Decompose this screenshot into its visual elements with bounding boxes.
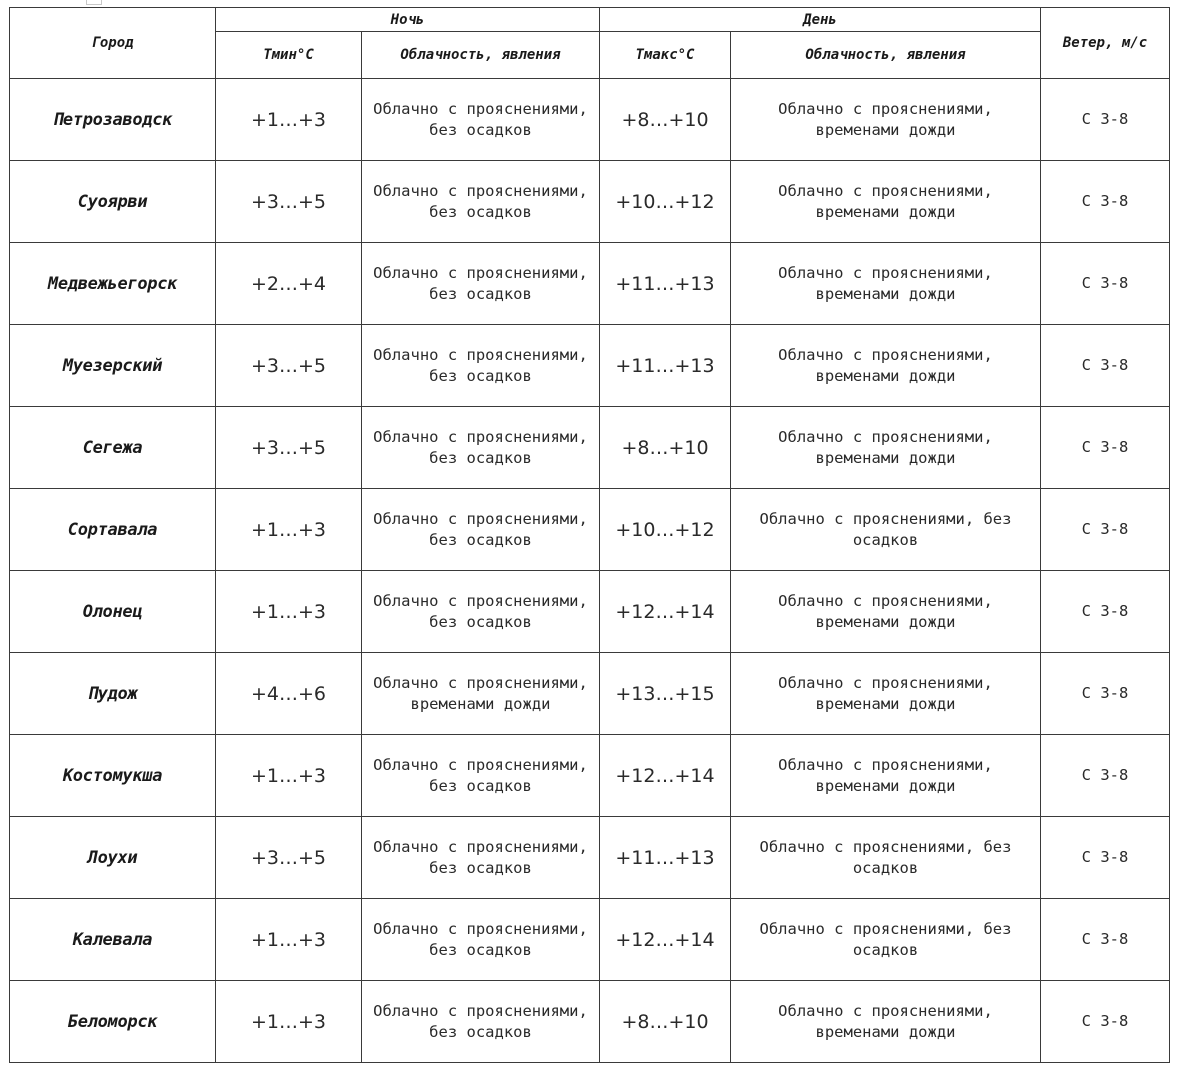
city-cell: Петрозаводск xyxy=(10,79,216,161)
forecast-body xyxy=(10,79,1170,1063)
header-tmin: Tмин°C xyxy=(216,32,362,79)
page-corner-mark xyxy=(86,0,102,5)
table-row xyxy=(10,243,1170,325)
night-temp-cell: +1…+3 xyxy=(216,981,362,1063)
day-temp-cell: +10…+12 xyxy=(600,489,731,571)
table-row xyxy=(10,161,1170,243)
city-cell: Сегежа xyxy=(10,407,216,489)
city-cell: Олонец xyxy=(10,571,216,653)
day-temp-cell: +12…+14 xyxy=(600,899,731,981)
table-row xyxy=(10,735,1170,817)
night-cloudiness-cell: Облачно с прояснениями, без осадков xyxy=(362,489,600,571)
wind-cell: С 3-8 xyxy=(1041,735,1170,817)
table-row xyxy=(10,817,1170,899)
wind-cell: С 3-8 xyxy=(1041,161,1170,243)
day-cloudiness-cell: Облачно с прояснениями, временами дожди xyxy=(731,243,1041,325)
night-temp-cell: +3…+5 xyxy=(216,161,362,243)
night-temp-cell: +1…+3 xyxy=(216,735,362,817)
day-temp-cell: +12…+14 xyxy=(600,735,731,817)
wind-cell: С 3-8 xyxy=(1041,571,1170,653)
table-row xyxy=(10,325,1170,407)
header-row-groups xyxy=(10,8,1170,32)
night-temp-cell: +3…+5 xyxy=(216,325,362,407)
night-temp-cell: +4…+6 xyxy=(216,653,362,735)
night-cloudiness-cell: Облачно с прояснениями, без осадков xyxy=(362,325,600,407)
city-cell: Пудож xyxy=(10,653,216,735)
night-cloudiness-cell: Облачно с прояснениями, без осадков xyxy=(362,981,600,1063)
night-cloudiness-cell: Облачно с прояснениями, без осадков xyxy=(362,899,600,981)
night-temp-cell: +2…+4 xyxy=(216,243,362,325)
night-cloudiness-cell: Облачно с прояснениями, временами дожди xyxy=(362,653,600,735)
day-cloudiness-cell: Облачно с прояснениями, временами дожди xyxy=(731,325,1041,407)
night-cloudiness-cell: Облачно с прояснениями, без осадков xyxy=(362,735,600,817)
night-cloudiness-cell: Облачно с прояснениями, без осадков xyxy=(362,571,600,653)
day-temp-cell: +11…+13 xyxy=(600,325,731,407)
night-cloudiness-cell: Облачно с прояснениями, без осадков xyxy=(362,161,600,243)
header-day: День xyxy=(600,8,1041,32)
city-cell: Лоухи xyxy=(10,817,216,899)
night-cloudiness-cell: Облачно с прояснениями, без осадков xyxy=(362,407,600,489)
header-tmax: Tмакс°C xyxy=(600,32,731,79)
wind-cell: С 3-8 xyxy=(1041,243,1170,325)
day-temp-cell: +10…+12 xyxy=(600,161,731,243)
wind-cell: С 3-8 xyxy=(1041,325,1170,407)
day-cloudiness-cell: Облачно с прояснениями, временами дожди xyxy=(731,79,1041,161)
day-cloudiness-cell: Облачно с прояснениями, без осадков xyxy=(731,899,1041,981)
city-cell: Муезерский xyxy=(10,325,216,407)
night-cloudiness-cell: Облачно с прояснениями, без осадков xyxy=(362,79,600,161)
night-cloudiness-cell: Облачно с прояснениями, без осадков xyxy=(362,817,600,899)
city-cell: Медвежьегорск xyxy=(10,243,216,325)
wind-cell: С 3-8 xyxy=(1041,817,1170,899)
city-cell: Костомукша xyxy=(10,735,216,817)
night-cloudiness-cell: Облачно с прояснениями, без осадков xyxy=(362,243,600,325)
day-cloudiness-cell: Облачно с прояснениями, без осадков xyxy=(731,489,1041,571)
day-cloudiness-cell: Облачно с прояснениями, временами дожди xyxy=(731,735,1041,817)
header-wind: Ветер, м/с xyxy=(1041,8,1170,79)
city-cell: Суоярви xyxy=(10,161,216,243)
city-cell: Сортавала xyxy=(10,489,216,571)
wind-cell: С 3-8 xyxy=(1041,407,1170,489)
table-row xyxy=(10,407,1170,489)
day-cloudiness-cell: Облачно с прояснениями, временами дожди xyxy=(731,407,1041,489)
day-cloudiness-cell: Облачно с прояснениями, временами дожди xyxy=(731,653,1041,735)
wind-cell: С 3-8 xyxy=(1041,79,1170,161)
weather-forecast-table xyxy=(9,7,1170,1063)
header-night-cloud: Облачность, явления xyxy=(362,32,600,79)
table-row xyxy=(10,79,1170,161)
day-cloudiness-cell: Облачно с прояснениями, временами дожди xyxy=(731,571,1041,653)
table-row xyxy=(10,489,1170,571)
header-day-cloud: Облачность, явления xyxy=(731,32,1041,79)
day-temp-cell: +8…+10 xyxy=(600,79,731,161)
day-cloudiness-cell: Облачно с прояснениями, временами дожди xyxy=(731,981,1041,1063)
table-row xyxy=(10,899,1170,981)
header-night: Ночь xyxy=(216,8,600,32)
day-temp-cell: +11…+13 xyxy=(600,817,731,899)
day-temp-cell: +11…+13 xyxy=(600,243,731,325)
night-temp-cell: +3…+5 xyxy=(216,407,362,489)
city-cell: Беломорск xyxy=(10,981,216,1063)
table-row xyxy=(10,981,1170,1063)
wind-cell: С 3-8 xyxy=(1041,489,1170,571)
header-city: Город xyxy=(10,8,216,79)
city-cell: Калевала xyxy=(10,899,216,981)
night-temp-cell: +3…+5 xyxy=(216,817,362,899)
night-temp-cell: +1…+3 xyxy=(216,79,362,161)
day-cloudiness-cell: Облачно с прояснениями, временами дожди xyxy=(731,161,1041,243)
night-temp-cell: +1…+3 xyxy=(216,489,362,571)
night-temp-cell: +1…+3 xyxy=(216,899,362,981)
day-temp-cell: +12…+14 xyxy=(600,571,731,653)
wind-cell: С 3-8 xyxy=(1041,653,1170,735)
wind-cell: С 3-8 xyxy=(1041,899,1170,981)
table-row xyxy=(10,653,1170,735)
wind-cell: С 3-8 xyxy=(1041,981,1170,1063)
day-cloudiness-cell: Облачно с прояснениями, без осадков xyxy=(731,817,1041,899)
day-temp-cell: +8…+10 xyxy=(600,407,731,489)
table-row xyxy=(10,571,1170,653)
day-temp-cell: +13…+15 xyxy=(600,653,731,735)
day-temp-cell: +8…+10 xyxy=(600,981,731,1063)
night-temp-cell: +1…+3 xyxy=(216,571,362,653)
